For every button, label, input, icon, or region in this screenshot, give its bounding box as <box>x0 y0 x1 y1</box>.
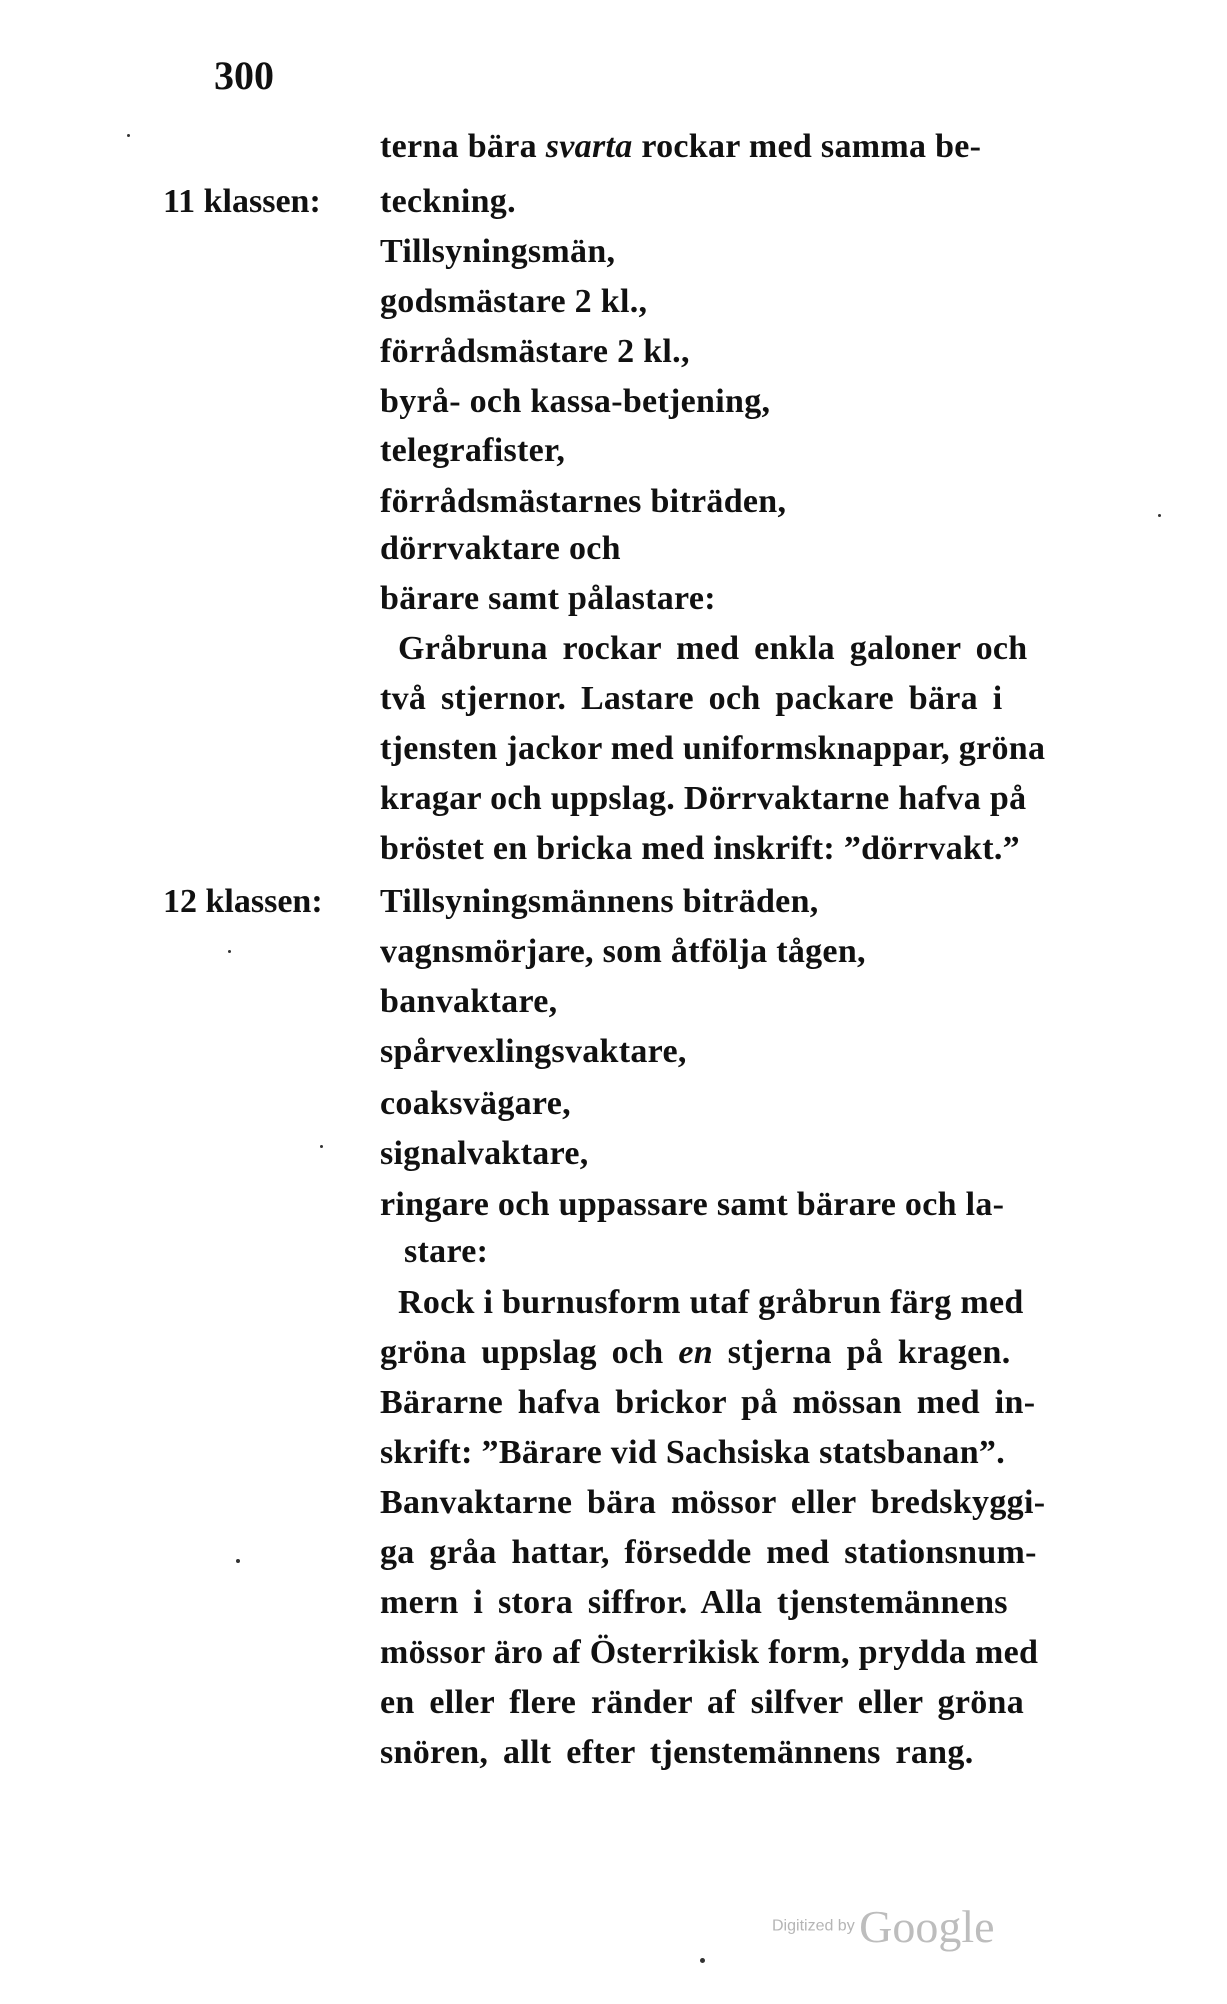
text-line: ringare och uppassare samt bärare och la- <box>380 1186 1005 1223</box>
page-number: 300 <box>214 53 274 98</box>
text-line: signalvaktare, <box>380 1135 589 1172</box>
text-line: banvaktare, <box>380 983 558 1020</box>
text-line: telegrafister, <box>380 432 566 469</box>
text-line: byrå- och kassa-betjening, <box>380 383 771 420</box>
class-label-12: 12 klassen: <box>163 883 323 920</box>
text-line: coaksvägare, <box>380 1085 571 1122</box>
text-line: en eller flere ränder af silfver eller gröna <box>380 1684 1025 1721</box>
text-line: förrådsmästare 2 kl., <box>380 333 690 370</box>
scan-speck <box>320 1145 323 1148</box>
text-line: skrift: ”Bärare vid Sachsiska statsbanan”. <box>380 1434 1005 1471</box>
emphasized-word: en <box>678 1334 713 1371</box>
text-line: Tillsyningsmännens biträden, <box>380 883 819 920</box>
text-line <box>380 128 981 166</box>
scan-speck <box>228 950 231 953</box>
watermark-prefix: Digitized by <box>772 1917 855 1935</box>
text-line: Rock i burnusform utaf gråbrun färg med <box>398 1284 1024 1321</box>
text-line: Gråbruna rockar med enkla galoner och <box>398 630 1028 667</box>
text-run: rockar med samma be- <box>632 128 982 165</box>
text-line: spårvexlingsvaktare, <box>380 1033 687 1070</box>
text-line: dörrvaktare och <box>380 530 621 567</box>
text-line: stare: <box>404 1233 489 1270</box>
text-line: bärare samt pålastare: <box>380 580 716 617</box>
text-run: terna bära <box>380 128 546 165</box>
text-line: mern i stora siffror. Alla tjenstemännens <box>380 1584 1008 1621</box>
digitized-watermark <box>772 1900 995 1953</box>
text-line: kragar och uppslag. Dörrvaktarne hafva på <box>380 780 1027 817</box>
text-line <box>380 1334 1011 1372</box>
text-line: Banvaktarne bära mössor eller bredskyggi- <box>380 1484 1046 1521</box>
text-line: tjensten jackor med uniformsknappar, gröna <box>380 730 1046 767</box>
scan-speck <box>1158 514 1161 517</box>
text-line: Bärarne hafva brickor på mössan med in- <box>380 1384 1036 1421</box>
text-line: mössor äro af Österrikisk form, prydda med <box>380 1634 1039 1671</box>
scan-speck <box>700 1958 705 1963</box>
text-line: vagnsmörjare, som åtfölja tågen, <box>380 933 866 970</box>
text-line: teckning. <box>380 183 516 220</box>
text-line: godsmästare 2 kl., <box>380 283 648 320</box>
text-line: snören, allt efter tjenstemännens rang. <box>380 1734 974 1771</box>
text-run: gröna uppslag och <box>380 1334 679 1371</box>
text-run: stjerna på kragen. <box>712 1334 1011 1371</box>
text-line: två stjernor. Lastare och packare bära i <box>380 680 1003 717</box>
text-line: förrådsmästarnes biträden, <box>380 483 787 520</box>
text-line: Tillsyningsmän, <box>380 233 616 270</box>
text-line: bröstet en bricka med inskrift: ”dörrvakt.” <box>380 830 1020 867</box>
watermark-brand: Google <box>859 1901 995 1952</box>
emphasized-word: svarta <box>545 128 633 165</box>
class-label-11: 11 klassen: <box>163 183 321 220</box>
scan-speck <box>127 134 130 137</box>
scan-speck <box>236 1559 240 1563</box>
text-line: ga gråa hattar, försedde med stationsnum- <box>380 1534 1037 1571</box>
